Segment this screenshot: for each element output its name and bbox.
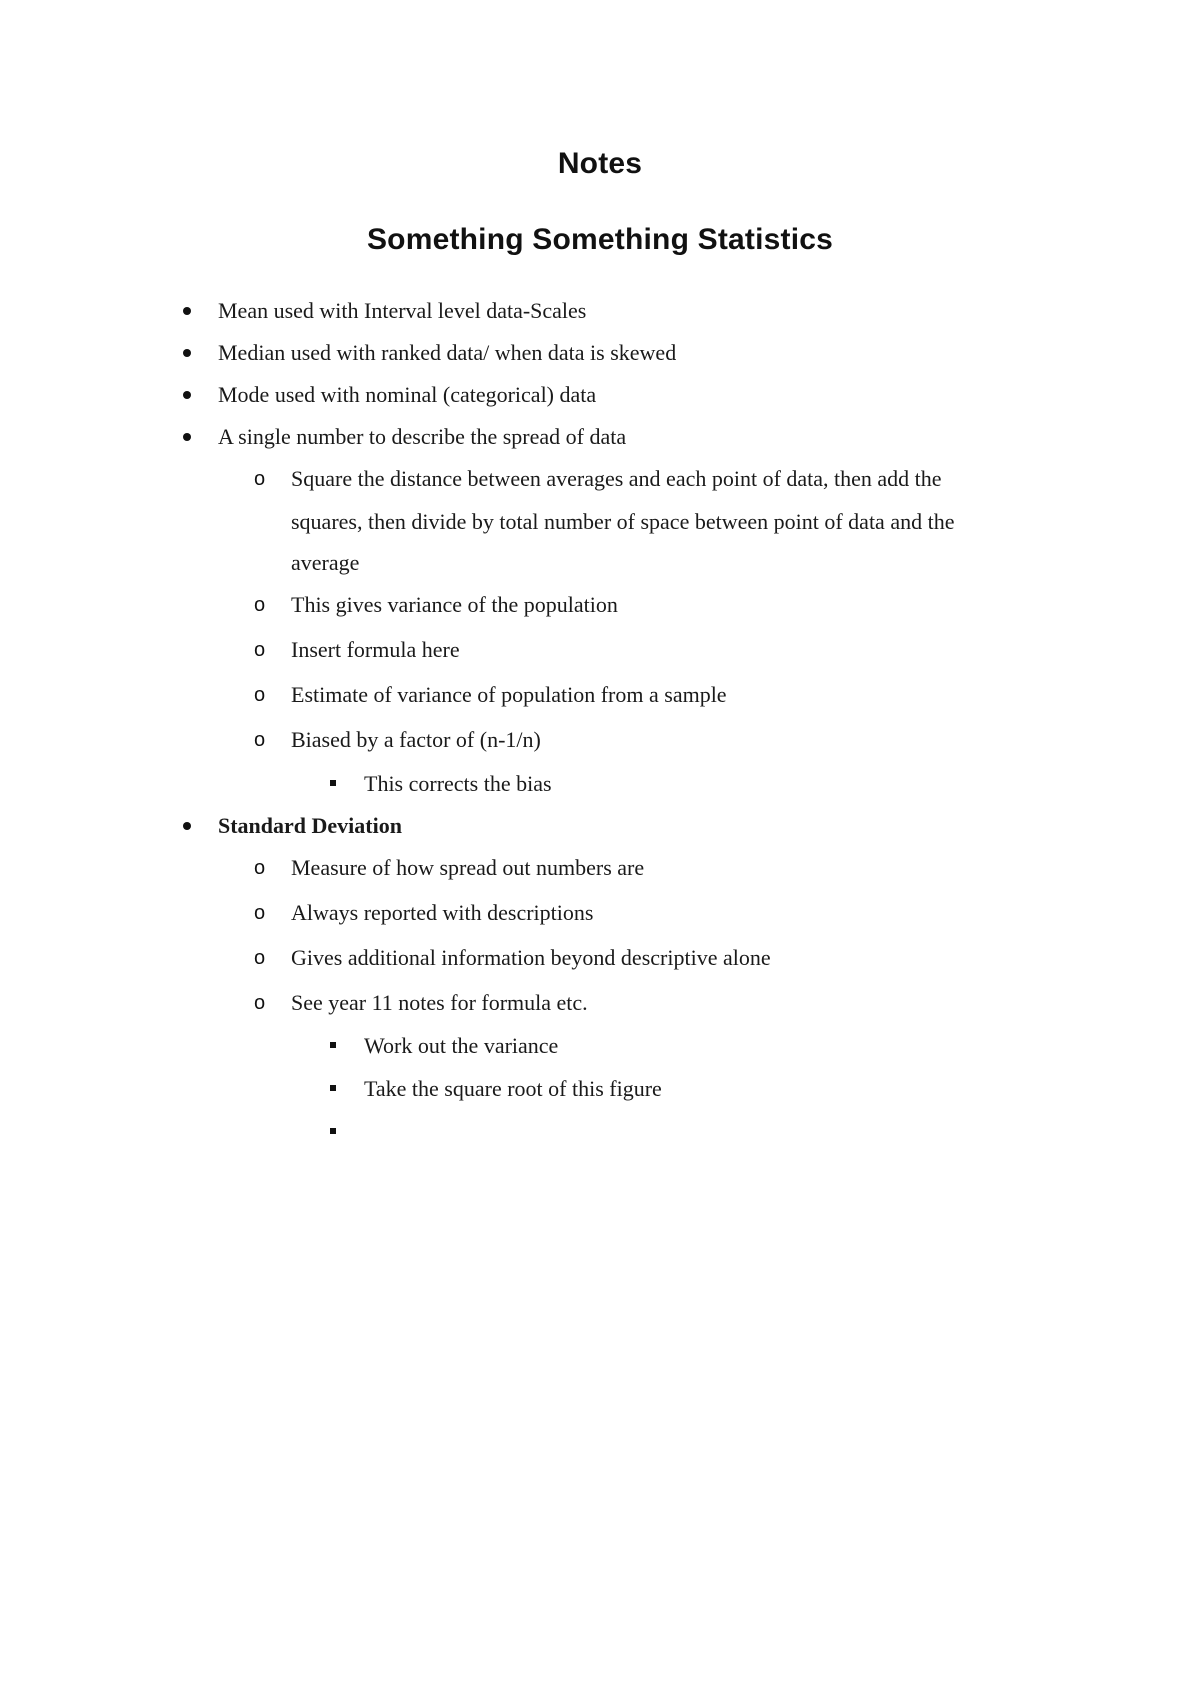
list-item-text: Mean used with Interval level data-Scales <box>218 298 587 323</box>
bullet-dot-icon <box>183 433 191 441</box>
bullet-circle-icon: o <box>254 902 266 924</box>
list-item-text: Always reported with descriptions <box>291 900 594 925</box>
list-item-text: This corrects the bias <box>364 771 552 796</box>
list-item-text: Work out the variance <box>364 1033 559 1058</box>
bullet-circle-icon: o <box>254 639 266 661</box>
list-item-text: Take the square root of this figure <box>364 1076 662 1101</box>
page-subtitle: Something Something Statistics <box>366 223 834 256</box>
list-item-text: Median used with ranked data/ when data is skewed <box>218 340 677 365</box>
bullet-circle-icon: o <box>254 594 266 616</box>
bullet-circle-icon: o <box>254 729 266 751</box>
bullet-circle-icon: o <box>254 992 266 1014</box>
bullet-square-icon <box>330 1128 336 1134</box>
bullet-square-icon <box>330 1085 336 1091</box>
list-item-text-line: squares, then divide by total number of space between point of data and the <box>291 509 955 534</box>
bullet-square-icon <box>330 1042 336 1048</box>
list-item-text-line: Square the distance between averages and each point of data, then add the <box>291 466 942 491</box>
bullet-dot-icon <box>183 307 191 315</box>
list-item-text: Standard Deviation <box>218 813 402 838</box>
list-item-text: Gives additional information beyond descriptive alone <box>291 945 771 970</box>
list-item-text-line: average <box>291 550 360 575</box>
bullet-circle-icon: o <box>254 684 266 706</box>
list-item-text: A single number to describe the spread of data <box>218 424 627 449</box>
list-item-text: Mode used with nominal (categorical) data <box>218 382 597 407</box>
list-item-text: Measure of how spread out numbers are <box>291 855 645 880</box>
bullet-dot-icon <box>183 822 191 830</box>
bullet-circle-icon: o <box>254 947 266 969</box>
bullet-dot-icon <box>183 391 191 399</box>
list-item-text: Insert formula here <box>291 637 460 662</box>
list-item-text: Biased by a factor of (n-1/n) <box>291 727 541 752</box>
list-item-text: This gives variance of the population <box>291 592 618 617</box>
bullet-square-icon <box>330 780 336 786</box>
page-title: Notes <box>557 147 643 180</box>
list-item-text: Estimate of variance of population from a sample <box>291 682 727 707</box>
bullet-circle-icon: o <box>254 857 266 879</box>
bullet-circle-icon: o <box>254 468 266 490</box>
bullet-dot-icon <box>183 349 191 357</box>
list-item-text: See year 11 notes for formula etc. <box>291 990 588 1015</box>
